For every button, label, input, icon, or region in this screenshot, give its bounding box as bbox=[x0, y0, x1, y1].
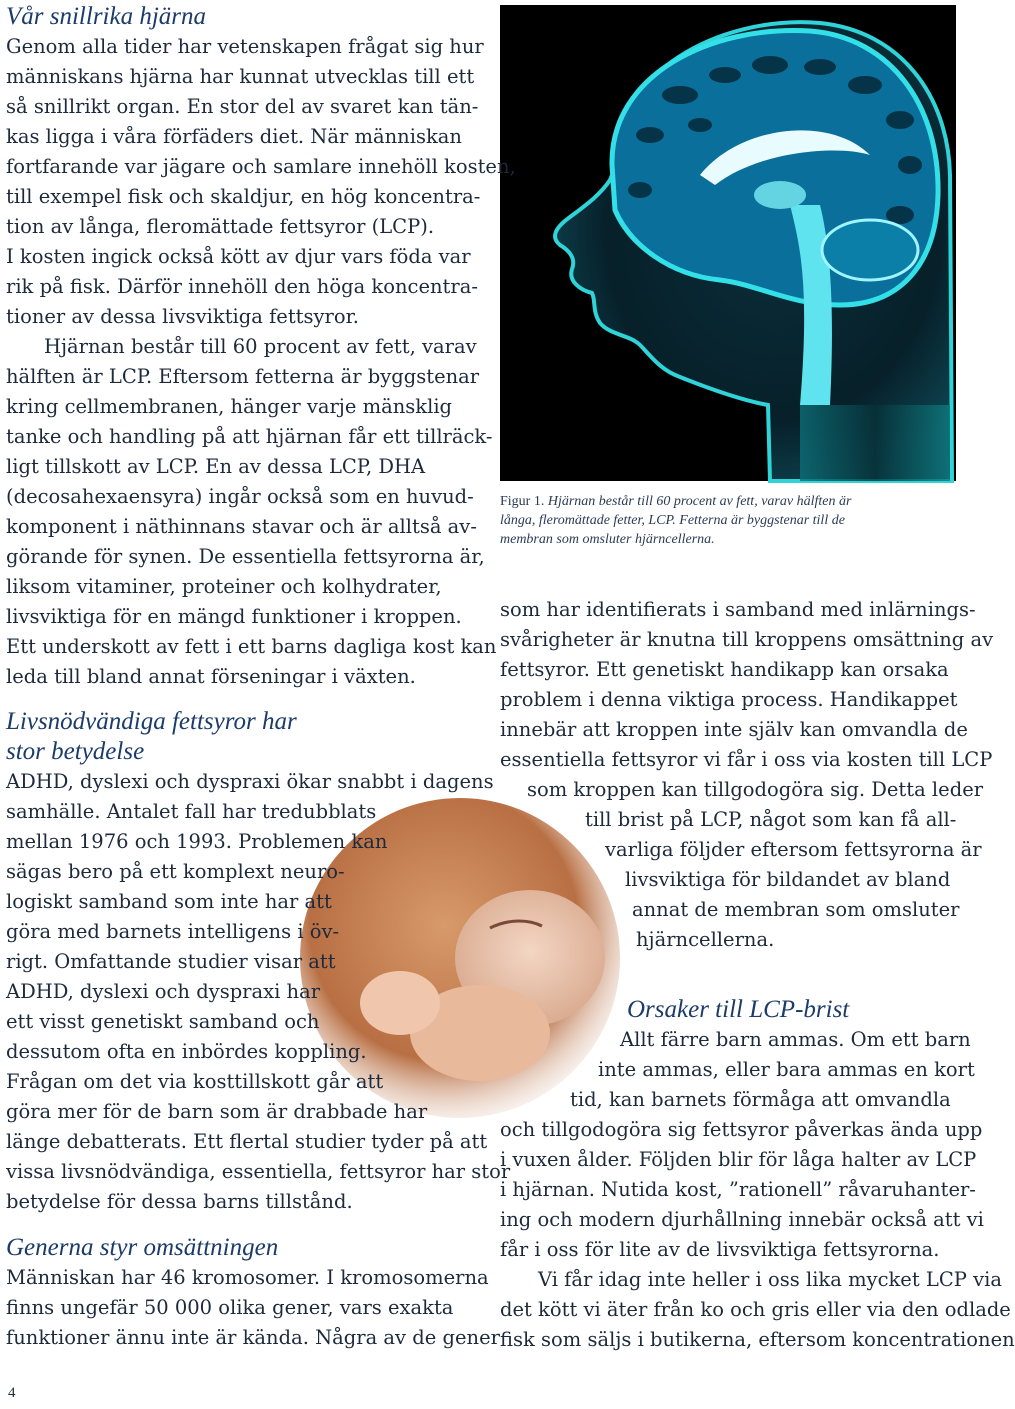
s1-line: tanke och handling på att hjärnan får ett tillräck- bbox=[6, 425, 493, 448]
s4-line: som kroppen kan tillgodogöra sig. Detta leder bbox=[527, 778, 984, 801]
s5-line: i vuxen ålder. Följden blir för låga halter av LCP bbox=[500, 1148, 977, 1171]
s1-line: livsviktiga för en mängd funktioner i kroppen. bbox=[6, 605, 462, 628]
s5-line: och tillgodogöra sig fettsyror påverkas ända upp bbox=[500, 1118, 983, 1141]
s2-line: göra med barnets intelligens i öv- bbox=[6, 920, 340, 943]
s4-line: svårigheter är knutna till kroppens omsättning av bbox=[500, 628, 994, 651]
s1-line: kas ligga i våra förfäders diet. När människan bbox=[6, 125, 462, 148]
s2-line: göra mer för de barn som är drabbade har bbox=[6, 1100, 428, 1123]
s1-line: I kosten ingick också kött av djur vars föda var bbox=[6, 245, 471, 268]
s1-line: kring cellmembranen, hänger varje mänsklig bbox=[6, 395, 453, 418]
s5-line: fisk som säljs i butikerna, eftersom koncentrationen bbox=[500, 1328, 1015, 1351]
s1-line: Genom alla tider har vetenskapen frågat sig hur bbox=[6, 35, 484, 58]
s4-line: som har identifierats i samband med inlärnings- bbox=[500, 598, 976, 621]
s2-line: länge debatterats. Ett flertal studier tyder på att bbox=[6, 1130, 488, 1153]
s2-line: ett visst genetiskt samband och bbox=[6, 1010, 320, 1033]
s4-line: innebär att kroppen inte själv kan omvandla de bbox=[500, 718, 968, 741]
s1-line: till exempel fisk och skaldjur, en hög koncentra- bbox=[6, 185, 481, 208]
s1-line: människans hjärna har kunnat utvecklas till ett bbox=[6, 65, 475, 88]
s2-line: vissa livsnödvändiga, essentiella, fettsyror har stor bbox=[6, 1160, 511, 1183]
s1-line: Ett underskott av fett i ett barns dagliga kost kan bbox=[6, 635, 497, 658]
s5-line: tid, kan barnets förmåga att omvandla bbox=[570, 1088, 951, 1111]
s4-line: fettsyror. Ett genetiskt handikapp kan orsaka bbox=[500, 658, 949, 681]
figure-label: Figur 1. bbox=[500, 494, 545, 509]
s1-line: komponent i näthinnans stavar och är alltså av- bbox=[6, 515, 477, 538]
s4-line: problem i denna viktiga process. Handikappet bbox=[500, 688, 958, 711]
s1-line: görande för synen. De essentiella fettsyrorna är, bbox=[6, 545, 485, 568]
figure-caption-text-1: Hjärnan består till 60 procent av fett, varav hälften är bbox=[547, 494, 852, 509]
heading-orsaker: Orsaker till LCP-brist bbox=[627, 996, 850, 1023]
heading-var-snillrika-hjarna: Vår snillrika hjärna bbox=[6, 3, 207, 30]
s5-line: det kött vi äter från ko och gris eller via den odlade bbox=[500, 1298, 1011, 1321]
s2-line: Frågan om det via kosttillskott går att bbox=[6, 1070, 384, 1093]
s2-line: rigt. Omfattande studier visar att bbox=[6, 950, 336, 973]
s1-line: ligt tillskott av LCP. En av dessa LCP, DHA bbox=[6, 455, 426, 478]
s2-line: sägas bero på ett komplext neuro- bbox=[6, 860, 345, 883]
s5-line: ing och modern djurhållning innebär också att vi bbox=[500, 1208, 984, 1231]
s5-line: Vi får idag inte heller i oss lika mycket LCP via bbox=[538, 1268, 1002, 1291]
s5-line: i hjärnan. Nutida kost, ”rationell” råvaruhanter- bbox=[500, 1178, 976, 1201]
s1-line: (decosahexaensyra) ingår också som en huvud- bbox=[6, 485, 474, 508]
s1-line: fortfarande var jägare och samlare innehöll kosten, bbox=[6, 155, 516, 178]
s2-line: ADHD, dyslexi och dyspraxi ökar snabbt i dagens bbox=[6, 770, 494, 793]
figure-caption-line-3: membran som omsluter hjärncellerna. bbox=[500, 532, 715, 547]
s5-line: får i oss för lite av de livsviktiga fettsyrorna. bbox=[500, 1238, 940, 1261]
s4-line: varliga följder eftersom fettsyrorna är bbox=[605, 838, 982, 861]
s4-line: livsviktiga för bildandet av bland bbox=[625, 868, 951, 891]
page-number: 4 bbox=[8, 1385, 16, 1401]
s2-line: dessutom ofta en inbördes koppling. bbox=[6, 1040, 367, 1063]
s1-line: leda till bland annat förseningar i växten. bbox=[6, 665, 416, 688]
s2-line: logiskt samband som inte har att bbox=[6, 890, 332, 913]
s1-line: liksom vitaminer, proteiner och kolhydrater, bbox=[6, 575, 442, 598]
s2-line: betydelse för dessa barns tillstånd. bbox=[6, 1190, 353, 1213]
s5-line: inte ammas, eller bara ammas en kort bbox=[598, 1058, 975, 1081]
s4-line: till brist på LCP, något som kan få all- bbox=[585, 808, 957, 831]
s4-line: hjärncellerna. bbox=[636, 928, 775, 951]
figure-caption-line-1 bbox=[500, 492, 851, 512]
s3-line: Människan har 46 kromosomer. I kromosomerna bbox=[6, 1266, 489, 1289]
s1-line: så snillrikt organ. En stor del av svaret kan tän- bbox=[6, 95, 479, 118]
s3-line: funktioner ännu inte är kända. Några av de gener bbox=[6, 1326, 500, 1349]
s1-line: tioner av dessa livsviktiga fettsyror. bbox=[6, 305, 359, 328]
s5-line: Allt färre barn ammas. Om ett barn bbox=[620, 1028, 971, 1051]
heading-generna-styr: Generna styr omsättningen bbox=[6, 1234, 279, 1261]
s1-line: Hjärnan består till 60 procent av fett, varav bbox=[44, 335, 477, 358]
brain-image bbox=[500, 5, 956, 481]
s4-line: annat de membran som omsluter bbox=[632, 898, 960, 921]
heading-livsnodvandiga-1: Livsnödvändiga fettsyror har bbox=[6, 708, 297, 735]
s2-line: ADHD, dyslexi och dyspraxi har bbox=[6, 980, 321, 1003]
s2-line: samhälle. Antalet fall har tredubblats bbox=[6, 800, 377, 823]
s4-line: essentiella fettsyror vi får i oss via kosten till LCP bbox=[500, 748, 993, 771]
s2-line: mellan 1976 och 1993. Problemen kan bbox=[6, 830, 388, 853]
heading-livsnodvandiga-2: stor betydelse bbox=[6, 738, 145, 765]
s3-line: finns ungefär 50 000 olika gener, vars exakta bbox=[6, 1296, 454, 1319]
figure-caption-line-2: långa, fleromättade fetter, LCP. Fetterna är byggstenar till de bbox=[500, 513, 845, 528]
s1-line: tion av långa, fleromättade fettsyror (LCP). bbox=[6, 215, 435, 238]
s1-line: rik på fisk. Därför innehöll den höga koncentra- bbox=[6, 275, 478, 298]
s1-line: hälften är LCP. Eftersom fetterna är byggstenar bbox=[6, 365, 480, 388]
